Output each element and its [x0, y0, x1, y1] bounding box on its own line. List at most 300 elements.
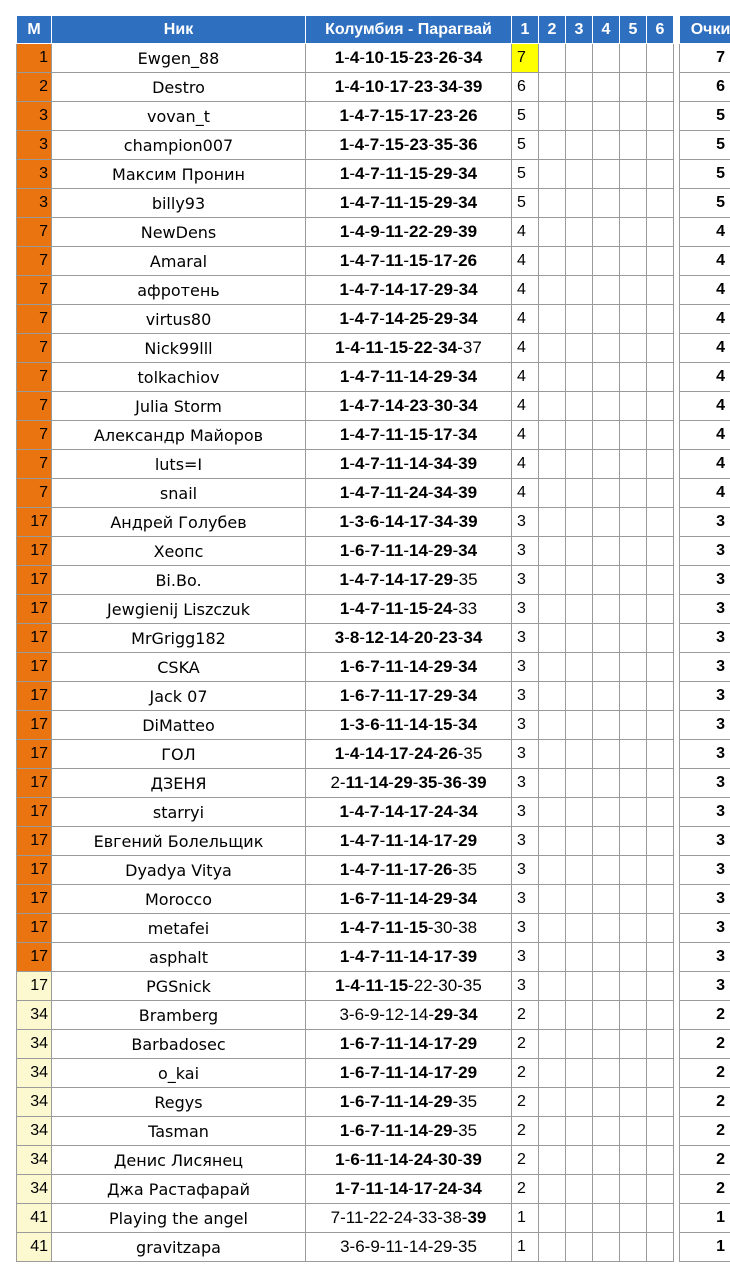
round-6-cell: [647, 798, 674, 827]
round-1-cell: 6: [512, 73, 539, 102]
combo-number: 10: [364, 48, 384, 67]
place-cell: 7: [17, 247, 52, 276]
round-6-cell: [647, 1117, 674, 1146]
combo-cell: 2-11-14-29-35-36-39: [306, 769, 512, 798]
round-6-cell: [647, 421, 674, 450]
table-row: [17, 479, 730, 508]
combo-number: 29: [433, 367, 453, 386]
round-1-cell: 1: [512, 1233, 539, 1262]
points-cell: 4: [680, 334, 730, 363]
table-row: [17, 711, 730, 740]
points-cell: 5: [680, 131, 730, 160]
combo-number: 35: [418, 773, 438, 792]
header-round-5: 5: [620, 16, 647, 44]
combo-number: 34: [458, 889, 478, 908]
nick-cell: Bi.Bo.: [52, 566, 306, 595]
round-4-cell: [593, 885, 620, 914]
round-2-cell: [539, 1117, 566, 1146]
round-4-cell: [593, 276, 620, 305]
round-5-cell: [620, 1146, 647, 1175]
combo-number: 11: [385, 918, 404, 937]
points-cell: 3: [680, 653, 730, 682]
place-cell: 1: [17, 44, 52, 73]
combo-number: 29: [433, 889, 453, 908]
place-cell: 7: [17, 450, 52, 479]
round-4-cell: [593, 1204, 620, 1233]
combo-number: 29: [434, 280, 453, 299]
round-2-cell: [539, 479, 566, 508]
combo-number: 30: [438, 1150, 458, 1169]
table-body: [17, 44, 730, 1262]
place-cell: 17: [17, 682, 52, 711]
round-4-cell: [593, 1030, 620, 1059]
combo-number: 15: [433, 715, 453, 734]
table-row: [17, 363, 730, 392]
place-cell: 3: [17, 160, 52, 189]
round-1-cell: 3: [512, 624, 539, 653]
header-row: [17, 16, 730, 44]
points-cell: 3: [680, 740, 730, 769]
combo-cell: 1-4-7-11-15-17-26: [306, 247, 512, 276]
round-1-cell: 7: [512, 44, 539, 73]
combo-number: 1: [339, 657, 350, 676]
combo-number: 7: [370, 1034, 380, 1053]
combo-number: 14: [384, 570, 404, 589]
round-3-cell: [566, 972, 593, 1001]
place-cell: 17: [17, 595, 52, 624]
combo-number: 14: [408, 947, 428, 966]
table-row: [17, 1204, 730, 1233]
round-2-cell: [539, 421, 566, 450]
combo-number: 17: [409, 570, 429, 589]
combo-number: 7: [370, 541, 380, 560]
round-2-cell: [539, 943, 566, 972]
combo-cell: 1-4-10-17-23-34-39: [306, 73, 512, 102]
round-1-cell: 4: [512, 450, 539, 479]
round-5-cell: [620, 624, 647, 653]
round-1-cell: 2: [512, 1175, 539, 1204]
table-row: [17, 421, 730, 450]
nick-cell: Amaral: [52, 247, 306, 276]
place-cell: 17: [17, 769, 52, 798]
round-1-cell: 4: [512, 363, 539, 392]
combo-number: 7: [330, 1208, 341, 1227]
round-3-cell: [566, 305, 593, 334]
combo-number: 26: [458, 106, 478, 125]
nick-cell: Tasman: [52, 1117, 306, 1146]
round-1-cell: 4: [512, 305, 539, 334]
place-cell: 17: [17, 624, 52, 653]
combo-number: 1: [339, 1034, 350, 1053]
round-5-cell: [620, 1059, 647, 1088]
table-row: [17, 189, 730, 218]
points-cell: 3: [680, 856, 730, 885]
round-5-cell: [620, 131, 647, 160]
round-4-cell: [593, 827, 620, 856]
round-3-cell: [566, 160, 593, 189]
nick-cell: Playing the angel: [52, 1204, 306, 1233]
table-row: [17, 334, 730, 363]
header-place: М: [17, 16, 52, 44]
points-cell: 2: [680, 1001, 730, 1030]
round-5-cell: [620, 247, 647, 276]
round-3-cell: [566, 218, 593, 247]
combo-number: 36: [443, 773, 462, 792]
round-6-cell: [647, 305, 674, 334]
combo-number: 1: [339, 802, 349, 821]
combo-number: 15: [384, 106, 404, 125]
nick-cell: champion007: [52, 131, 306, 160]
combo-number: 29: [393, 773, 413, 792]
combo-cell: 1-4-10-15-23-26-34: [306, 44, 512, 73]
round-6-cell: [647, 1088, 674, 1117]
combo-number: 14: [408, 715, 428, 734]
combo-number: 11: [385, 1121, 404, 1140]
combo-number: 4: [355, 367, 365, 386]
combo-number: 30: [438, 976, 458, 995]
round-5-cell: [620, 1001, 647, 1030]
points-cell: 5: [680, 102, 730, 131]
table-row: [17, 1001, 730, 1030]
combo-number: 22: [369, 1208, 388, 1227]
table-row: [17, 44, 730, 73]
round-5-cell: [620, 537, 647, 566]
combo-number: 34: [458, 541, 478, 560]
combo-number: 20: [414, 628, 434, 647]
round-3-cell: [566, 189, 593, 218]
combo-number: 7: [370, 251, 380, 270]
round-3-cell: [566, 131, 593, 160]
place-cell: 17: [17, 653, 52, 682]
round-4-cell: [593, 421, 620, 450]
combo-number: 17: [409, 512, 429, 531]
combo-number: 24: [413, 1150, 433, 1169]
combo-number: 1: [339, 1063, 350, 1082]
combo-number: 4: [355, 425, 365, 444]
points-cell: 3: [680, 682, 730, 711]
combo-number: 6: [355, 1063, 365, 1082]
points-cell: 2: [680, 1146, 730, 1175]
combo-number: 7: [370, 918, 380, 937]
combo-cell: 1-4-7-14-17-29-34: [306, 276, 512, 305]
combo-number: 4: [354, 106, 365, 125]
combo-cell: 1-4-7-14-23-30-34: [306, 392, 512, 421]
combo-number: 22: [413, 338, 433, 357]
combo-number: 34: [438, 77, 458, 96]
nick-cell: o_kai: [52, 1059, 306, 1088]
combo-number: 1: [339, 135, 349, 154]
points-cell: 3: [680, 508, 730, 537]
combo-number: 34: [434, 512, 453, 531]
combo-number: 1: [339, 396, 349, 415]
round-5-cell: [620, 856, 647, 885]
combo-number: 15: [389, 48, 409, 67]
combo-number: 1: [339, 309, 349, 328]
points-cell: 4: [680, 305, 730, 334]
combo-number: 34: [433, 454, 453, 473]
combo-number: 1: [339, 686, 350, 705]
combo-cell: 1-4-7-14-25-29-34: [306, 305, 512, 334]
combo-number: 33: [418, 1208, 438, 1227]
combo-number: 15: [408, 164, 428, 183]
nick-cell: ДЗЕНЯ: [52, 769, 306, 798]
combo-cell: 1-4-7-11-14-34-39: [306, 450, 512, 479]
round-6-cell: [647, 914, 674, 943]
round-5-cell: [620, 827, 647, 856]
place-cell: 34: [17, 1030, 52, 1059]
nick-cell: starryi: [52, 798, 306, 827]
combo-number: 33: [458, 599, 478, 618]
combo-number: 39: [458, 454, 478, 473]
place-cell: 17: [17, 914, 52, 943]
round-1-cell: 3: [512, 682, 539, 711]
combo-number: 7: [370, 599, 380, 618]
combo-number: 34: [458, 802, 478, 821]
round-4-cell: [593, 798, 620, 827]
combo-number: 14: [364, 744, 384, 763]
table-row: [17, 740, 730, 769]
round-1-cell: 3: [512, 595, 539, 624]
combo-number: 3: [340, 1237, 350, 1256]
combo-number: 6: [370, 715, 380, 734]
combo-cell: 1-4-7-14-17-24-34: [306, 798, 512, 827]
round-1-cell: 3: [512, 914, 539, 943]
combo-number: 1: [339, 106, 349, 125]
combo-number: 11: [385, 860, 404, 879]
round-5-cell: [620, 972, 647, 1001]
combo-number: 15: [408, 425, 428, 444]
table-row: [17, 566, 730, 595]
round-1-cell: 3: [512, 537, 539, 566]
place-cell: 17: [17, 943, 52, 972]
combo-cell: 1-4-7-11-15-17-34: [306, 421, 512, 450]
points-cell: 1: [680, 1233, 730, 1262]
standings-table: [16, 15, 730, 1262]
round-4-cell: [593, 189, 620, 218]
combo-number: 34: [463, 628, 483, 647]
combo-number: 1: [339, 715, 350, 734]
table-row: [17, 885, 730, 914]
place-cell: 2: [17, 73, 52, 102]
round-6-cell: [647, 827, 674, 856]
combo-number: 17: [413, 1179, 433, 1198]
combo-number: 7: [370, 425, 380, 444]
round-1-cell: 4: [512, 421, 539, 450]
combo-number: 34: [458, 657, 478, 676]
combo-number: 38: [458, 918, 478, 937]
round-6-cell: [647, 1146, 674, 1175]
combo-number: 29: [433, 1237, 453, 1256]
round-3-cell: [566, 1001, 593, 1030]
combo-number: 29: [433, 541, 453, 560]
round-5-cell: [620, 885, 647, 914]
combo-number: 29: [434, 1005, 453, 1024]
header-match: Колумбия - Парагвай: [306, 16, 512, 44]
round-1-cell: 2: [512, 1001, 539, 1030]
combo-number: 4: [350, 338, 360, 357]
round-3-cell: [566, 711, 593, 740]
combo-number: 4: [355, 860, 365, 879]
combo-number: 15: [384, 135, 404, 154]
combo-cell: 1-3-6-14-17-34-39: [306, 508, 512, 537]
round-4-cell: [593, 363, 620, 392]
place-cell: 34: [17, 1059, 52, 1088]
combo-number: 7: [370, 1092, 380, 1111]
round-2-cell: [539, 363, 566, 392]
combo-number: 14: [369, 773, 389, 792]
round-2-cell: [539, 1146, 566, 1175]
place-cell: 34: [17, 1001, 52, 1030]
round-5-cell: [620, 769, 647, 798]
round-2-cell: [539, 102, 566, 131]
round-6-cell: [647, 740, 674, 769]
round-6-cell: [647, 131, 674, 160]
points-cell: 2: [680, 1030, 730, 1059]
combo-number: 11: [385, 251, 404, 270]
round-3-cell: [566, 595, 593, 624]
nick-cell: snail: [52, 479, 306, 508]
round-2-cell: [539, 740, 566, 769]
combo-number: 15: [408, 193, 428, 212]
round-5-cell: [620, 450, 647, 479]
place-cell: 3: [17, 102, 52, 131]
combo-number: 3: [354, 512, 365, 531]
round-3-cell: [566, 1059, 593, 1088]
round-4-cell: [593, 102, 620, 131]
combo-number: 26: [458, 251, 478, 270]
combo-cell: 1-6-11-14-24-30-39: [306, 1146, 512, 1175]
round-1-cell: 4: [512, 247, 539, 276]
combo-number: 14: [389, 1179, 409, 1198]
round-4-cell: [593, 769, 620, 798]
points-cell: 3: [680, 566, 730, 595]
nick-cell: luts=I: [52, 450, 306, 479]
round-6-cell: [647, 160, 674, 189]
combo-number: 14: [408, 1034, 428, 1053]
combo-number: 1: [339, 831, 350, 850]
round-6-cell: [647, 1030, 674, 1059]
combo-number: 7: [370, 860, 380, 879]
combo-number: 1: [339, 483, 350, 502]
round-1-cell: 4: [512, 334, 539, 363]
combo-number: 14: [384, 802, 404, 821]
combo-number: 7: [370, 1121, 380, 1140]
round-3-cell: [566, 885, 593, 914]
combo-number: 34: [458, 367, 478, 386]
combo-number: 11: [385, 947, 404, 966]
round-6-cell: [647, 566, 674, 595]
nick-cell: Денис Лисянец: [52, 1146, 306, 1175]
combo-number: 39: [458, 483, 478, 502]
combo-cell: 1-4-7-11-15-30-38: [306, 914, 512, 943]
place-cell: 7: [17, 363, 52, 392]
round-4-cell: [593, 392, 620, 421]
round-6-cell: [647, 943, 674, 972]
combo-number: 1: [339, 1092, 350, 1111]
combo-cell: 1-4-7-11-14-29-34: [306, 363, 512, 392]
combo-number: 11: [385, 1237, 404, 1256]
combo-number: 7: [370, 889, 380, 908]
place-cell: 17: [17, 508, 52, 537]
table-row: [17, 856, 730, 885]
combo-number: 29: [458, 831, 478, 850]
combo-number: 39: [462, 1150, 482, 1169]
table-row: [17, 914, 730, 943]
combo-number: 11: [345, 773, 364, 792]
combo-cell: 1-4-7-15-17-23-26: [306, 102, 512, 131]
place-cell: 7: [17, 479, 52, 508]
table-row: [17, 1146, 730, 1175]
round-6-cell: [647, 102, 674, 131]
combo-number: 34: [458, 164, 478, 183]
round-6-cell: [647, 479, 674, 508]
nick-cell: Ewgen_88: [52, 44, 306, 73]
round-1-cell: 4: [512, 392, 539, 421]
combo-number: 1: [339, 193, 350, 212]
combo-number: 29: [434, 570, 453, 589]
round-2-cell: [539, 73, 566, 102]
place-cell: 34: [17, 1175, 52, 1204]
combo-number: 39: [458, 512, 478, 531]
combo-number: 34: [462, 1179, 482, 1198]
points-cell: 3: [680, 885, 730, 914]
combo-number: 29: [458, 1034, 478, 1053]
round-1-cell: 4: [512, 276, 539, 305]
points-cell: 2: [680, 1088, 730, 1117]
round-5-cell: [620, 1204, 647, 1233]
combo-number: 1: [339, 222, 350, 241]
nick-cell: DiMatteo: [52, 711, 306, 740]
round-6-cell: [647, 334, 674, 363]
combo-number: 14: [384, 280, 404, 299]
combo-number: 6: [355, 1121, 365, 1140]
combo-number: 39: [458, 947, 478, 966]
round-6-cell: [647, 218, 674, 247]
nick-cell: Julia Storm: [52, 392, 306, 421]
combo-number: 39: [467, 1208, 487, 1227]
round-3-cell: [566, 1030, 593, 1059]
combo-number: 7: [369, 396, 380, 415]
combo-number: 11: [365, 976, 384, 995]
round-4-cell: [593, 334, 620, 363]
points-cell: 3: [680, 595, 730, 624]
round-3-cell: [566, 73, 593, 102]
round-2-cell: [539, 1233, 566, 1262]
combo-number: 4: [354, 570, 365, 589]
header-round-2: 2: [539, 16, 566, 44]
points-cell: 3: [680, 711, 730, 740]
round-5-cell: [620, 914, 647, 943]
round-5-cell: [620, 1030, 647, 1059]
table-row: [17, 1175, 730, 1204]
round-3-cell: [566, 1088, 593, 1117]
combo-number: 6: [355, 541, 365, 560]
round-4-cell: [593, 508, 620, 537]
points-cell: 2: [680, 1059, 730, 1088]
combo-number: 14: [408, 657, 428, 676]
points-cell: 4: [680, 479, 730, 508]
points-cell: 7: [680, 44, 730, 73]
combo-number: 24: [408, 483, 428, 502]
combo-cell: 1-4-11-15-22-30-35: [306, 972, 512, 1001]
combo-cell: 1-4-11-15-22-34-37: [306, 334, 512, 363]
combo-number: 35: [434, 135, 453, 154]
combo-number: 11: [385, 367, 404, 386]
table-row: [17, 1117, 730, 1146]
table-row: [17, 247, 730, 276]
round-2-cell: [539, 189, 566, 218]
round-3-cell: [566, 624, 593, 653]
